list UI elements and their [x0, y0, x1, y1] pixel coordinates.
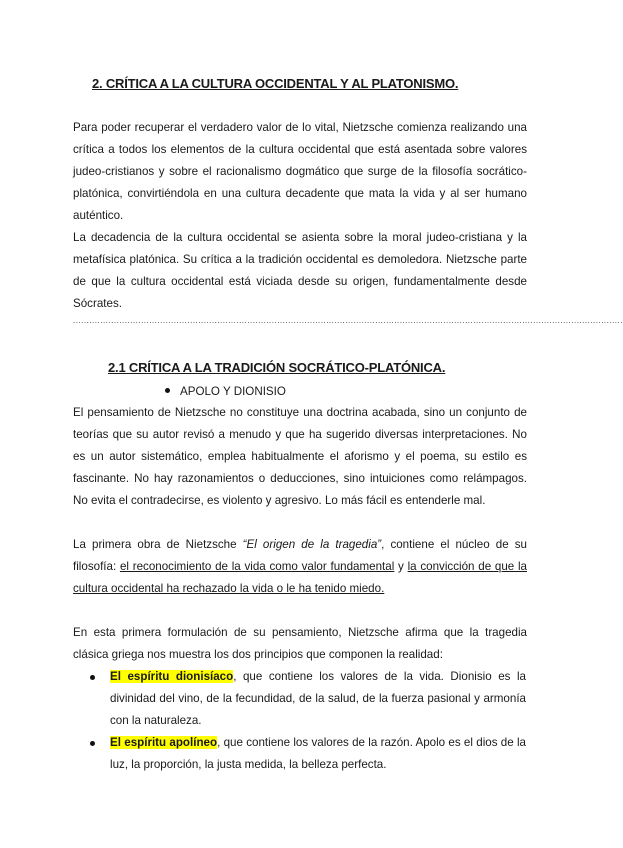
- bullet-icon: [90, 741, 95, 746]
- sub-bullet-label: APOLO Y DIONISIO: [180, 385, 286, 398]
- intro-paragraph-1: Para poder recuperar el verdadero valor de lo vital, Nietzsche comienza realizando una crítica a todos los elementos de la cultura occidental que está asentada sobre valores judeo-cristianos y sobre el racionalismo dogmático que surge de la filosofía socrático-platónica, convirtiéndola en una cultura decadente que mata la vida y al ser humano auténtico.: [73, 121, 527, 222]
- section-heading-2: 2. CRÍTICA A LA CULTURA OCCIDENTAL Y AL PLATONISMO.: [92, 76, 459, 91]
- intro-paragraph-2: La decadencia de la cultura occidental se asienta sobre la moral judeo-cristiana y la metafísica platónica. Su crítica a la tradición occidental es demoledora. Nietzsche parte de que la cultura occidental está viciada desde su origen, fundamentalmente desde Sócrates.: [73, 231, 527, 310]
- list-item-text: , que contiene los valores de la razón. Apolo es el dios de la luz, la proporción, la justa medida, la belleza perfecta.: [110, 736, 527, 771]
- p2-pre: La primera obra de Nietzsche: [73, 538, 243, 551]
- list-item-text: , que contiene los valores de la vida. Dionisio es la divinidad del vino, de la fecundidad, de la salud, de la fuerza pasional y armonía con la naturaleza.: [110, 670, 526, 727]
- highlighted-term: El espíritu dionisíaco: [110, 670, 234, 683]
- bullet-icon: [165, 388, 170, 393]
- underlined-phrase-1: el reconocimiento de la vida como valor fundamental: [119, 560, 395, 573]
- underlined-phrase-2: la convicción de que la cultura occidental ha rechazado la vida o le ha tenido miedo.: [73, 560, 527, 595]
- dotted-separator: ..........................................................................................................................................................................................................: [73, 316, 623, 325]
- list-item-dionisiaco: [110, 666, 526, 732]
- book-title: “El origen de la tragedia”: [242, 538, 382, 551]
- p2-and: y: [394, 560, 408, 573]
- list-item-apolineo: [110, 732, 526, 776]
- section-paragraph-3: En esta primera formulación de su pensamiento, Nietzsche afirma que la tragedia clásica griega nos muestra los dos principios que componen la realidad:: [73, 626, 527, 661]
- section-paragraph-1: El pensamiento de Nietzsche no constituye una doctrina acabada, sino un conjunto de teorías que su autor revisó a menudo y que ha sugerido diversas interpretaciones. No es un autor sistemático, emplea habitualmente el aforismo y el poema, su estilo es fascinante. No hay razonamientos o deducciones, sino intuiciones como relámpagos. No evita el contradecirse, es violento y agresivo. Lo más fácil es entenderle mal.: [73, 406, 527, 507]
- subsection-heading-2-1: 2.1 CRÍTICA A LA TRADICIÓN SOCRÁTICO-PLATÓNICA.: [108, 360, 446, 375]
- highlighted-term: El espíritu apolíneo: [110, 736, 218, 749]
- section-paragraph-2: [73, 534, 527, 600]
- sub-bullet-apolo-dionisio: [165, 383, 286, 401]
- p2-mid: , contiene el núcleo de su filosofía:: [73, 538, 527, 573]
- bullet-icon: [90, 675, 95, 680]
